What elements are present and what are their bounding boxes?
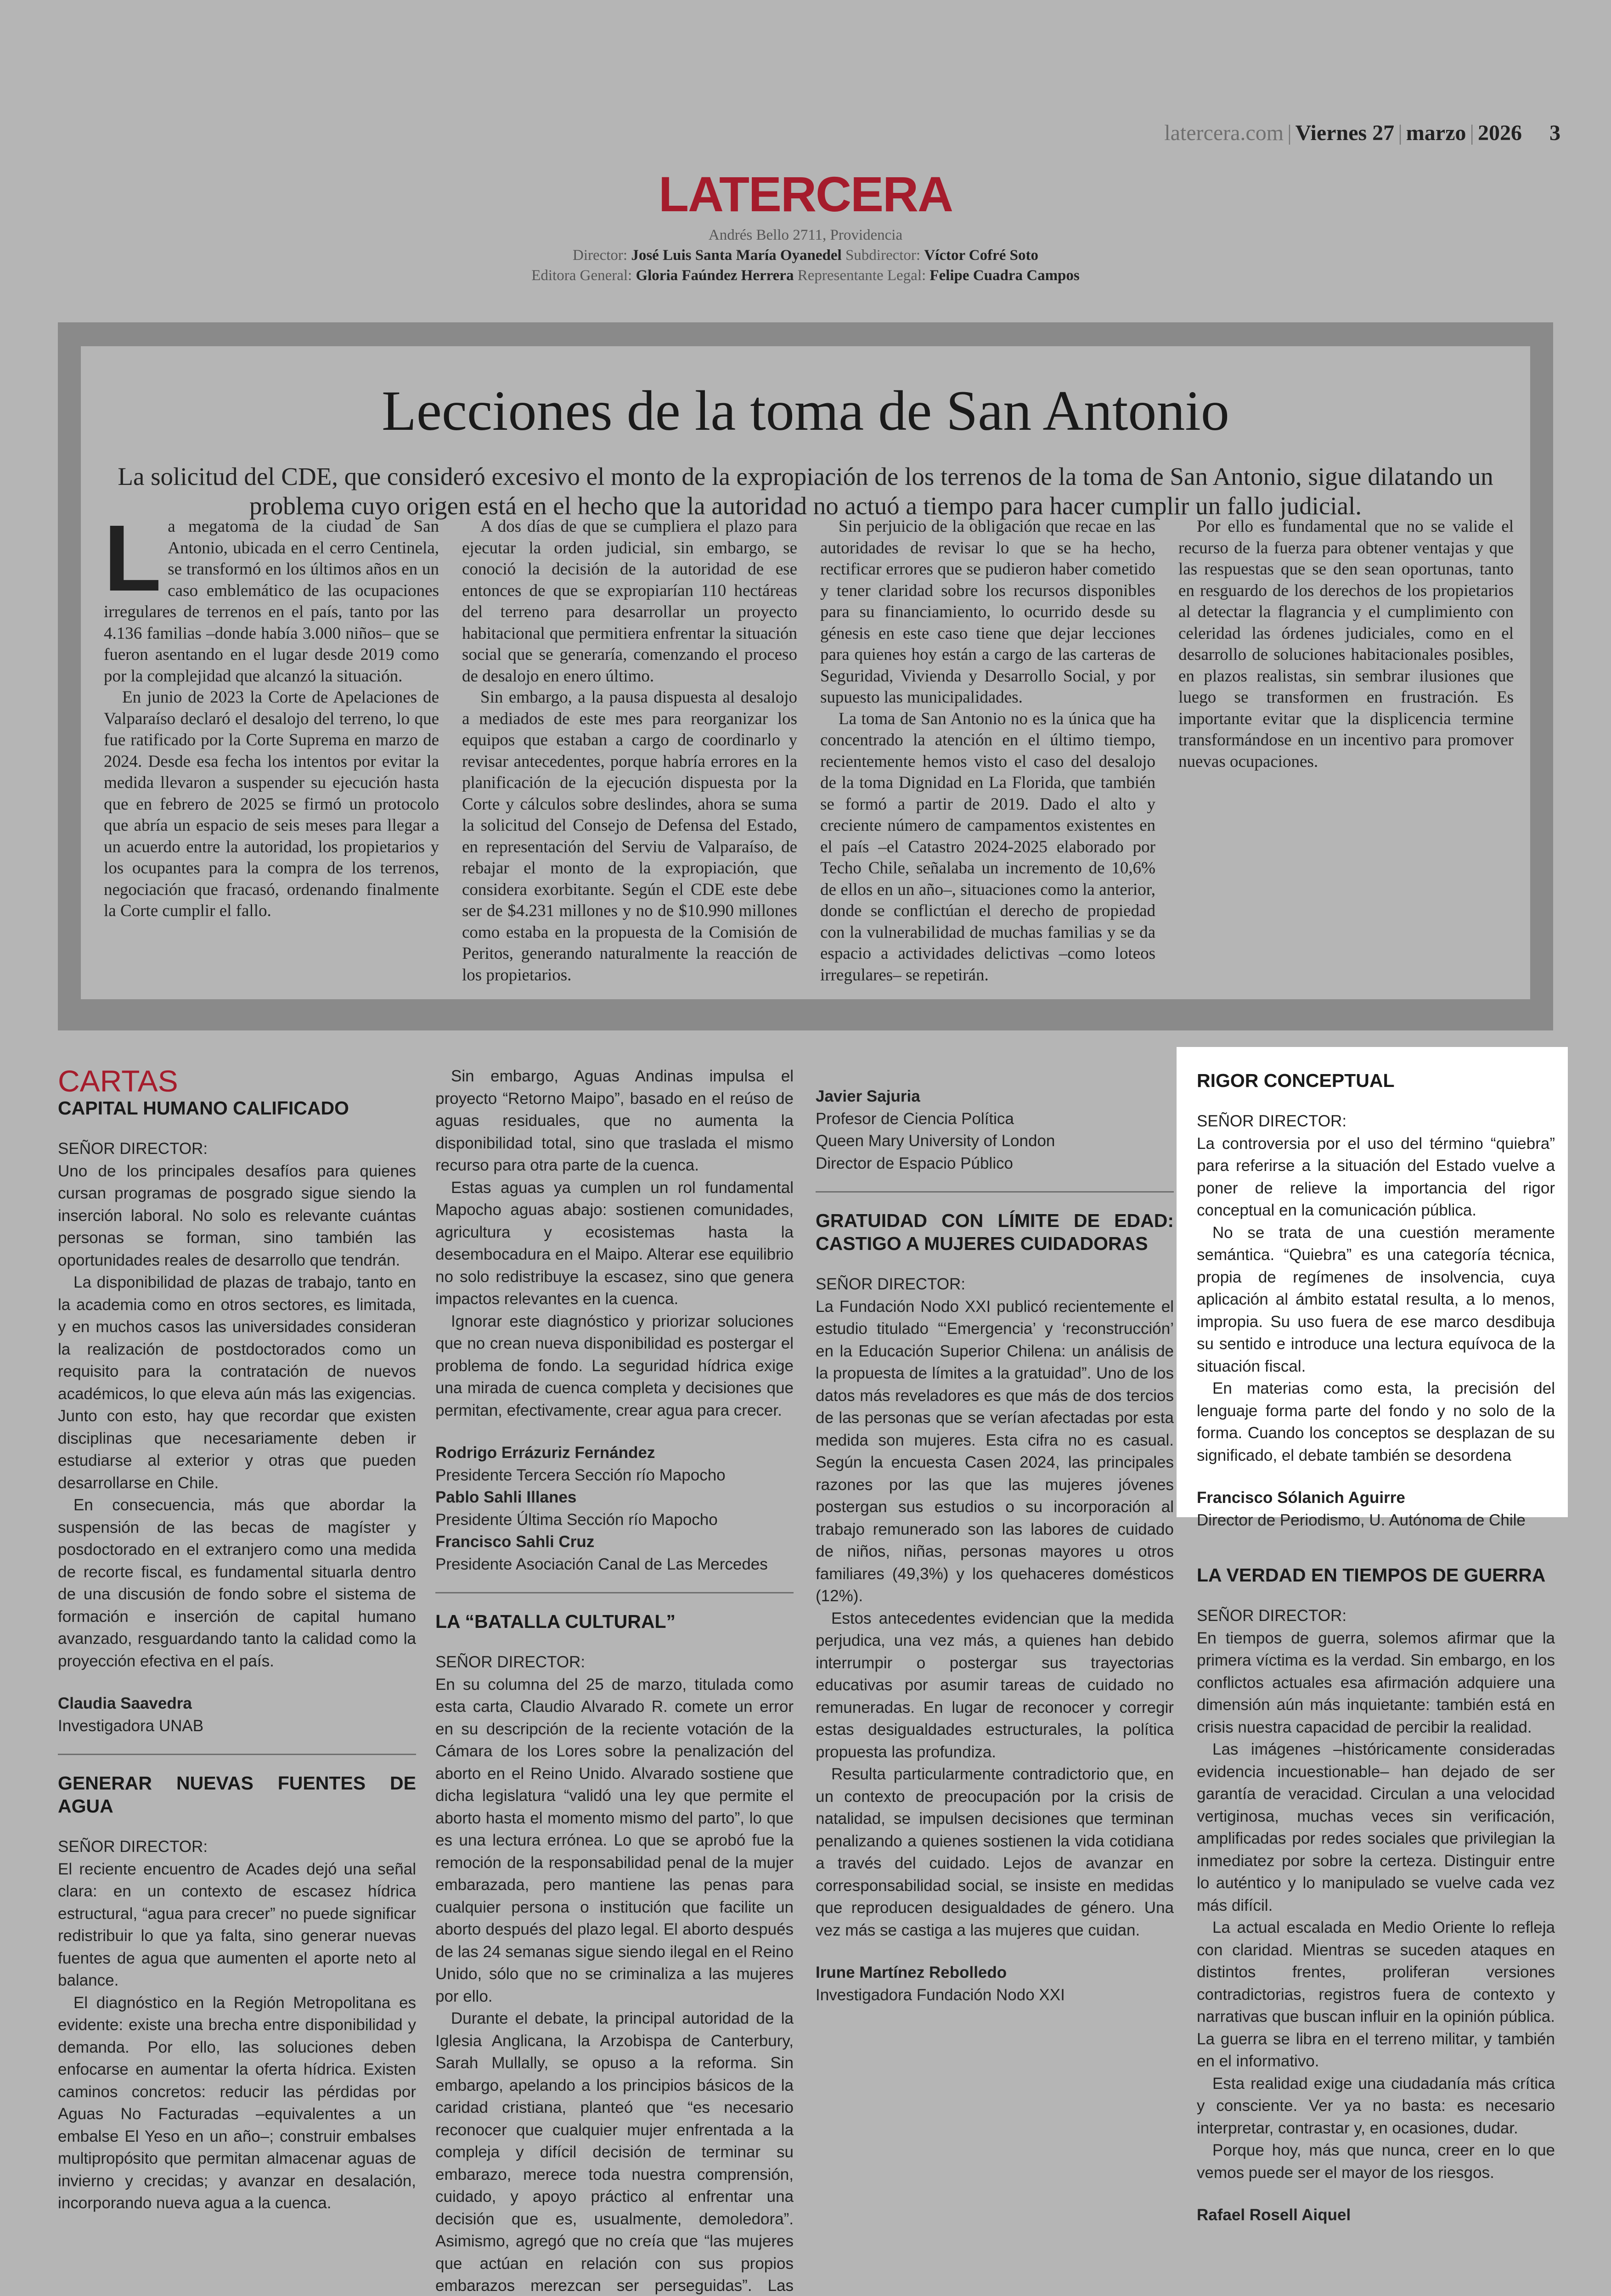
site-url[interactable]: latercera.com bbox=[1164, 121, 1284, 145]
folio-month: marzo bbox=[1406, 121, 1466, 145]
section-title: CARTAS bbox=[58, 1064, 178, 1098]
letter-title: LA “BATALLA CULTURAL” bbox=[435, 1611, 676, 1632]
divider bbox=[816, 1191, 1174, 1193]
letter-author-role: Presidente Asociación Canal de Las Mercedes bbox=[435, 1555, 768, 1573]
letter-paragraph: Porque hoy, más que nunca, creer en lo que vemos puede ser el mayor de los riesgos. bbox=[1197, 2141, 1555, 2182]
letter-title: RIGOR CONCEPTUAL bbox=[1197, 1070, 1395, 1091]
editorial-paragraph: Sin embargo, a la pausa dispuesta al desalojo a mediados de este mes para reorganizar los equipos que estaban a cargo de coordinarlo y revisar antecedentes, porque habría errores en la planificación de la ejecución dispuesta por la Corte y cálculos sobre deslindes, ahora se suma la solicitud del Consejo de Defensa del Estado, en representación del Serviu de Valparaíso, de rebajar el monto de la expropiación, que considera exorbitante. Según el CDE este debe ser de $4.231 millones y no de $10.990 millones como estaba en la propuesta de la Comisión de Peritos, generando naturalmente la reacción de los propietarios. bbox=[462, 688, 797, 985]
editorial-title: Lecciones de la toma de San Antonio bbox=[382, 379, 1229, 442]
letter-paragraph: Ignorar este diagnóstico y priorizar soluciones que no crean nueva disponibilidad es postergar el problema de fondo. La seguridad hídrica exige una mirada de cuenca completa y decisiones que permitan, efectivamente, crear agua para crecer. bbox=[435, 1312, 794, 1419]
letter-paragraph: No se trata de una cuestión meramente semántica. “Quiebra” es una categoría técnica, propia de regímenes de insolvencia, cuya aplicación al ámbito estatal resulta, a lo menos, impropia. Su uso fuera de ese marco desdibuja su sentido e introduce una lectura equívoca de la situación fiscal. bbox=[1197, 1223, 1555, 1375]
letter-paragraph: Resulta particularmente contradictorio que, en un contexto de preocupación por la crisis de natalidad, se impulsen decisiones que terminan penalizando a quienes sostienen la vida cotidiana a través del cuidado. Lejos de avanzar en corresponsabilidad social, se insiste en medidas que reproducen desigualdades de género. Una vez más se castiga a las mujeres que cuidan. bbox=[816, 1765, 1174, 1939]
editorial-subtitle: La solicitud del CDE, que consideró excesivo el monto de la expropiación de los terrenos de la toma de San Antonio, sigue dilatando un problema cuyo origen está en el hecho que la autoridad no actuó a tiempo para hacer cumplir un fallo judicial. bbox=[118, 462, 1493, 520]
page-folio: latercera.com | Viernes 27 | marzo | 2026 3 bbox=[1164, 121, 1560, 145]
letter-author: Rodrigo Errázuriz Fernández bbox=[435, 1444, 655, 1462]
letter-author-role: Profesor de Ciencia Política bbox=[816, 1109, 1014, 1128]
editor-name: Gloria Faúndez Herrera bbox=[636, 267, 794, 284]
salutation: SEÑOR DIRECTOR: bbox=[58, 1140, 208, 1158]
letter-paragraph: Las imágenes –históricamente consideradas evidencia incuestionable– han dejado de ser garantía de veracidad. Circulan a una velocidad vertiginosa, muchas veces sin verificación, amplificadas por redes sociales que privilegian la inmediatez por sobre la certeza. Distinguir entre lo auténtico y lo manipulado se vuelve cada vez más difícil. bbox=[1197, 1740, 1555, 1914]
salutation: SEÑOR DIRECTOR: bbox=[816, 1275, 966, 1293]
letter-author-role: Queen Mary University of London bbox=[816, 1132, 1055, 1150]
editorial-paragraph: Por ello es fundamental que no se valide el recurso de la fuerza para obtener ventajas y que las respuestas que se den sean oportunas, tanto en resguardo de los derechos de los propietarios al detectar la flagrancia y el cumplimiento con celeridad las órdenes judiciales, como en el desarrollo de soluciones habitacionales posibles, en plazos realistas, sin sembrar ilusiones que luego se transformen en frustración. Es importante evitar que la displicencia termine transformándose en un incentivo para promover nuevas ocupaciones. bbox=[1178, 517, 1514, 771]
letter-author: Claudia Saavedra bbox=[58, 1694, 192, 1712]
letter-paragraph: La controversia por el uso del término “quiebra” para referirse a la situación del Estado vuelve a poner de relieve la importancia del rigor conceptual en la comunicación pública. bbox=[1197, 1134, 1555, 1219]
letter-paragraph: Sin embargo, Aguas Andinas impulsa el proyecto “Retorno Maipo”, basado en el reúso de aguas residuales, que no aumenta la disponibilidad total, sino que traslada el mismo recurso para otra parte de la cuenca. bbox=[435, 1067, 794, 1174]
editorial-paragraph: En junio de 2023 la Corte de Apelaciones de Valparaíso declaró el desalojo del terreno, lo que fue ratificado por la Corte Suprema en marzo de 2024. Desde esa fecha los intentos por evitar la medida llevaron a suspender su ejecución hasta que en febrero de 2025 se firmó un protocolo que abría un espacio de seis meses para llegar a un acuerdo entre la autoridad, los propietarios y los ocupantes para la compra de los terrenos, negociación que fracasó, ordenando finalmente la Corte cumplir el fallo. bbox=[104, 688, 439, 920]
editorial-column-3 bbox=[820, 516, 1155, 986]
letter-paragraph: Durante el debate, la principal autoridad de la Iglesia Anglicana, la Arzobispa de Canterbury, Sarah Mullally, se opuso a la reforma. Sin embargo, apelando a los principios básicos de la caridad cristiana, planteó que “es necesario reconocer que cualquier mujer enfrentada a la compleja y difícil decisión de terminar su embarazo, merece toda nuestra comprensión, cuidado, y apoyo práctico al enfrentar una decisión que es, usualmente, demoledora”. Asimismo, agregó que no creía que “las mujeres que actúan en relación con sus propios embarazos merezcan ser perseguidas”. Las bbox=[435, 2009, 794, 2295]
divider bbox=[435, 1592, 794, 1593]
letters-column-4 bbox=[1197, 1065, 1555, 2227]
letter-author-role: Presidente Última Sección río Mapocho bbox=[435, 1510, 718, 1529]
credits-line-1: Director: José Luis Santa María Oyanedel Subdirector: Víctor Cofré Soto bbox=[572, 247, 1038, 264]
letter-paragraph: En materias como esta, la precisión del lenguaje forma parte del fondo y no solo de la forma. Cuando los conceptos se desplazan de su significado, el debate también se desordena bbox=[1197, 1379, 1555, 1464]
letter-paragraph: La actual escalada en Medio Oriente lo refleja con claridad. Mientras se suceden ataques en distintos frentes, proliferan versiones contradictorias, registros fuera de contexto y narrativas que buscan influir en la opinión pública. La guerra se libra en el terreno militar, y también en el informativo. bbox=[1197, 1919, 1555, 2070]
folio-year: 2026 bbox=[1478, 121, 1522, 145]
editorial-paragraph: a megatoma de la ciudad de San Antonio, ubicada en el cerro Centinela, se transformó en los últimos años en un caso emblemático de las ocupaciones irregulares de terrenos en el país, tanto por las 4.136 familias –donde había 3.000 niños– que se fueron asentando en el lugar desde 2019 como por la complejidad que alcanzó la situación. bbox=[104, 517, 439, 686]
letter-author-role: Director de Periodismo, U. Autónoma de Chile bbox=[1197, 1511, 1526, 1529]
letter-paragraph: El reciente encuentro de Acades dejó una señal clara: en un contexto de escasez hídrica estructural, “agua para crecer” no puede significar redistribuir lo que ya falta, sino generar nuevas fuentes de agua que aumenten el aporte neto al balance. bbox=[58, 1860, 416, 1989]
editorial-panel bbox=[81, 346, 1530, 999]
divider bbox=[58, 1754, 416, 1755]
letter-title: CAPITAL HUMANO CALIFICADO bbox=[58, 1097, 349, 1119]
letter-title: GENERAR NUEVAS FUENTES DE AGUA bbox=[58, 1773, 416, 1817]
newspaper-logo: LATERCERA bbox=[659, 166, 952, 222]
letter-author: Pablo Sahli Illanes bbox=[435, 1488, 577, 1506]
letters-column-1 bbox=[58, 1065, 416, 2215]
letter-author: Irune Martínez Rebolledo bbox=[816, 1964, 1007, 1981]
drop-cap: L bbox=[104, 506, 162, 611]
salutation: SEÑOR DIRECTOR: bbox=[435, 1653, 586, 1671]
address: Andrés Bello 2711, Providencia bbox=[708, 227, 903, 243]
legal-rep-name: Felipe Cuadra Campos bbox=[929, 267, 1080, 284]
salutation: SEÑOR DIRECTOR: bbox=[58, 1838, 208, 1856]
subdirector-name: Víctor Cofré Soto bbox=[924, 247, 1038, 264]
salutation: SEÑOR DIRECTOR: bbox=[1197, 1607, 1347, 1625]
letter-paragraph: El diagnóstico en la Región Metropolitana es evidente: existe una brecha entre disponibilidad y demanda. Por ello, las soluciones deben enfocarse en aumentar la oferta hídrica. Existen caminos concretos: reducir las pérdidas por Aguas No Facturadas –equivalentes a un embalse El Yeso en un año–; construir embalses multipropósito que permitan almacenar aguas de invierno y crecidas; y avanzar en desalación, incorporando nueva agua a la cuenca. bbox=[58, 1993, 416, 2212]
letter-author: Francisco Sahli Cruz bbox=[435, 1533, 595, 1551]
letter-paragraph: En tiempos de guerra, solemos afirmar que la primera víctima es la verdad. Sin embargo, en los conflictos actuales esa afirmación adquiere una dimensión aún más inquietante: también está en crisis nuestra capacidad de percibir la realidad. bbox=[1197, 1629, 1555, 1736]
editorial-column-4 bbox=[1178, 516, 1514, 772]
letter-title: LA VERDAD EN TIEMPOS DE GUERRA bbox=[1197, 1564, 1546, 1586]
editorial-column-1 bbox=[104, 506, 439, 922]
letters-column-2 bbox=[435, 1065, 794, 2296]
letter-author-role: Investigadora Fundación Nodo XXI bbox=[816, 1986, 1065, 2004]
letter-paragraph: Estas aguas ya cumplen un rol fundamental Mapocho aguas abajo: sostienen comunidades, agricultura y ecosistemas hasta la desembocadura en el Maipo. Alterar ese equilibrio no solo redistribuye la escasez, sino que genera impactos relevantes en la cuenca. bbox=[435, 1178, 794, 1308]
letter-paragraph: Estos antecedentes evidencian que la medida perjudica, una vez más, a quienes han debido interrumpir o postergar sus trayectorias educativas por asumir tareas de cuidado no remuneradas. En lugar de reconocer y corregir estas desigualdades estructurales, la política propuesta las profundiza. bbox=[816, 1609, 1174, 1761]
letter-author: Javier Sajuria bbox=[816, 1087, 920, 1105]
letters-column-3 bbox=[816, 1065, 1174, 2006]
page-number: 3 bbox=[1549, 121, 1560, 145]
masthead-credits bbox=[0, 225, 1611, 286]
editorial-paragraph: Sin perjuicio de la obligación que recae en las autoridades de revisar lo que se ha hecho, rectificar errores que se pudieron haber cometido y tener claridad sobre los recursos disponibles para su financiamiento, lo ocurrido desde su génesis en este caso tiene que dejar lecciones para quienes hoy están a cargo de las carteras de Seguridad, Vivienda y Desarrollo Social, y por supuesto las municipalidades. bbox=[820, 517, 1155, 707]
letter-author-role: Presidente Tercera Sección río Mapocho bbox=[435, 1466, 726, 1484]
editorial-column-2 bbox=[462, 516, 797, 986]
director-name: José Luis Santa María Oyanedel bbox=[631, 247, 842, 264]
letter-author-role: Director de Espacio Público bbox=[816, 1154, 1013, 1172]
letter-title: GRATUIDAD CON LÍMITE DE EDAD: CASTIGO A MUJERES CUIDADORAS bbox=[816, 1210, 1174, 1254]
credits-line-2: Editora General: Gloria Faúndez Herrera Representante Legal: Felipe Cuadra Campos bbox=[531, 267, 1080, 284]
salutation: SEÑOR DIRECTOR: bbox=[1197, 1112, 1347, 1130]
letter-paragraph: Esta realidad exige una ciudadanía más crítica y consciente. Ver ya no basta: es necesario interpretar, contrastar y, en ocasiones, dudar. bbox=[1197, 2074, 1555, 2137]
editorial-box bbox=[58, 322, 1553, 1030]
letter-paragraph: Uno de los principales desafíos para quienes cursan programas de posgrado sigue siendo la inserción laboral. No solo es relevante cuántas personas se forman, sino también las oportunidades reales de desarrollo que tendrán. bbox=[58, 1162, 416, 1269]
folio-day: Viernes 27 bbox=[1295, 121, 1395, 145]
editorial-paragraph: A dos días de que se cumpliera el plazo para ejecutar la orden judicial, sin embargo, se conoció la decisión de la autoridad de ese entonces de que se expropiarían 110 hectáreas del terreno para desarrollar un proyecto habitacional que permitiera enfrentar la situación social que se generaría, comenzando el proceso de desalojo en enero último. bbox=[462, 517, 797, 686]
letter-author: Rafael Rosell Aiquel bbox=[1197, 2206, 1351, 2224]
letter-paragraph: La disponibilidad de plazas de trabajo, tanto en la academia como en otros sectores, es limitada, y en muchos casos las universidades consideran la realización de postdoctorados como un requisito para la contratación de nuevos académicos, lo que eleva aún más las exigencias. Junto con esto, hay que recordar que existen disciplinas que necesariamente deben ir estudiarse al exterior y otras que pueden desarrollarse en Chile. bbox=[58, 1273, 416, 1492]
letter-paragraph: En su columna del 25 de marzo, titulada como esta carta, Claudio Alvarado R. comete un error en su descripción de la reciente votación de la Cámara de los Lores sobre la penalización del aborto en el Reino Unido. Alvarado sostiene que dicha legislatura “validó una ley que permite el aborto hasta el momento mismo del parto”, lo que es una lectura errónea. Lo que se aprobó fue la remoción de la responsabilidad penal de la mujer embarazada, pero mantiene las penas para cualquier persona o institución que facilite un aborto después del plazo legal. El aborto después de las 24 semanas sigue siendo ilegal en el Reino Unido, sólo que no se criminaliza a las mujeres por ello. bbox=[435, 1675, 794, 2005]
editorial-paragraph: La toma de San Antonio no es la única que ha concentrado la atención en el último tiempo, recientemente hemos visto el caso del desalojo de la toma Dignidad en La Florida, que también se formó a partir de 2019. Dado el alto y creciente número de campamentos existentes en el país –el Catastro 2024-2025 elaborado por Techo Chile, señalaba un incremento de 10,6% de ellos en un año–, situaciones como la anterior, donde se conflictúan el derecho de propiedad con la vulnerabilidad de muchas familias y se da espacio a actividades delictivas –como loteos irregulares– se repetirán. bbox=[820, 709, 1155, 985]
letter-author-role: Investigadora UNAB bbox=[58, 1716, 204, 1735]
letter-paragraph: La Fundación Nodo XXI publicó recientemente el estudio titulado “‘Emergencia’ y ‘reconstrucción’ en la Educación Superior Chilena: un análisis de la propuesta de límites a la gratuidad”. Uno de los datos más reveladores es que más de dos tercios de las personas que se verían afectadas por esta medida son mujeres. Esta cifra no es casual. Según la encuesta Casen 2024, las principales razones por las que las mujeres jóvenes postergan sus estudios o su incorporación al trabajo remunerado son las labores de cuidado de niños, niñas, personas mayores u otros familiares (49,3%) y los quehaceres domésticos (12%). bbox=[816, 1297, 1174, 1605]
letter-paragraph: En consecuencia, más que abordar la suspensión de las becas de magíster y posdoctorado en el extranjero como una medida de recorte fiscal, es fundamental situarla dentro de una discusión de fondo sobre el sistema de formación e inserción de capital humano avanzado, resguardando tanto la calidad como la proyección efectiva en el país. bbox=[58, 1496, 416, 1670]
letter-author: Francisco Sólanich Aguirre bbox=[1197, 1489, 1405, 1507]
